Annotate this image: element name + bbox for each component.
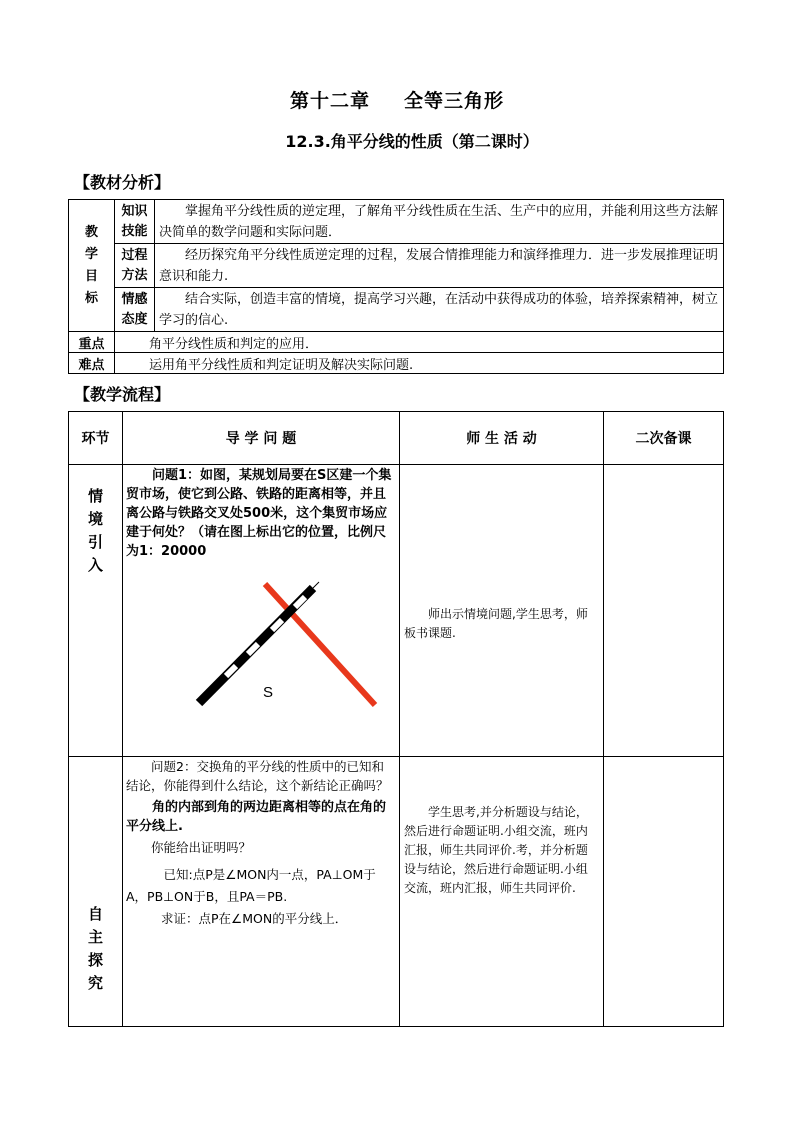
proof-statement: 求证：点P在∠MON的平分线上．	[161, 911, 348, 926]
goal-text: 掌握角平分线性质的逆定理，了解角平分线性质在生活、生产中的应用，并能利用这些方法解决简单的数学问题和实际问题．	[155, 200, 724, 244]
question-2-intro: 问题2：交换角的平分线的性质中的已知和结论，你能得到什么结论，这个新结论正确吗？	[126, 759, 389, 793]
rail-stripe	[226, 666, 236, 676]
proof-given: 已知:点P是∠MON内一点，PA⊥OM于A，PB⊥ON于B，且PA＝PB.	[126, 867, 376, 904]
activity-cell	[400, 757, 604, 1027]
goal-row-attitude	[69, 288, 724, 332]
goal-row-knowledge	[69, 200, 724, 244]
col-header-question: 导 学 问 题	[123, 412, 400, 465]
stage-label: 情 境 引 入	[69, 465, 123, 757]
chapter-name: 全等三角形	[404, 90, 505, 112]
difficult-point-row	[69, 353, 724, 374]
question-cell	[123, 465, 400, 757]
road-rail-figure	[123, 577, 400, 777]
chapter-number: 第十二章	[289, 90, 370, 112]
point-s-label: S	[263, 684, 274, 701]
question-2-conclusion: 角的内部到角的两边距离相等的点在角的平分线上.	[126, 800, 387, 834]
stage-label: 自 主 探 究	[69, 757, 123, 1027]
col-header-backup: 二次备课	[604, 412, 724, 465]
flow-table	[68, 411, 724, 1027]
difficult-point-label: 难点	[69, 353, 115, 374]
flow-row-situation	[69, 465, 724, 757]
goal-label: 教 学 目 标	[69, 200, 115, 332]
backup-cell	[604, 465, 724, 757]
activity-1-text: 师出示情境问题,学生思考，师板书课题.	[404, 606, 588, 640]
difficult-point-text: 运用角平分线性质和判定证明及解决实际问题.	[115, 353, 724, 374]
analysis-heading: 【教材分析】	[74, 173, 171, 192]
key-point-label: 重点	[69, 332, 115, 353]
goal-text: 经历探究角平分线性质逆定理的过程，发展合情推理能力和演绎推理力．进一步发展推理证明意识和能力.	[155, 244, 724, 288]
lesson-title: 12.3.角平分线的性质（第二课时）	[285, 132, 539, 151]
activity-2-text: 学生思考,并分析题设与结论，然后进行命题证明.小组交流，班内汇报，师生共同评价.考，并分析题设与结论，然后进行命题证明.小组交流，班内汇报，师生共同评价.	[404, 805, 588, 895]
backup-cell	[604, 757, 724, 1027]
flow-row-explore	[69, 757, 724, 1027]
goal-sub-label: 情感 态度	[115, 288, 155, 332]
goal-sub-label: 过程 方法	[115, 244, 155, 288]
flow-heading: 【教学流程】	[74, 385, 171, 404]
col-header-activity: 师 生 活 动	[400, 412, 604, 465]
activity-cell	[400, 465, 604, 757]
question-2-ask: 你能给出证明吗？	[151, 840, 252, 855]
flow-header-row	[69, 412, 724, 465]
railway-end	[313, 582, 319, 588]
question-cell	[123, 757, 400, 1027]
col-header-stage: 环节	[69, 412, 123, 465]
question-1-text: 问题1：如图，某规划局要在S区建一个集贸市场，使它到公路、铁路的距离相等，并且离公路与铁路交叉处500米，这个集贸市场应建于何处？（请在图上标出它的位置，比例尺为1：20000	[126, 468, 392, 559]
goal-row-process	[69, 244, 724, 288]
key-point-row	[69, 332, 724, 353]
key-point-text: 角平分线性质和判定的应用．	[115, 332, 724, 353]
rail-stripe	[248, 644, 258, 654]
goal-text: 结合实际，创造丰富的情境，提高学习兴趣，在活动中获得成功的体验，培养探索精神，树立学习的信心.	[155, 288, 724, 332]
chapter-title	[0, 86, 794, 113]
goal-sub-label: 知识 技能	[115, 200, 155, 244]
road-line	[265, 584, 375, 705]
analysis-table	[68, 199, 724, 374]
